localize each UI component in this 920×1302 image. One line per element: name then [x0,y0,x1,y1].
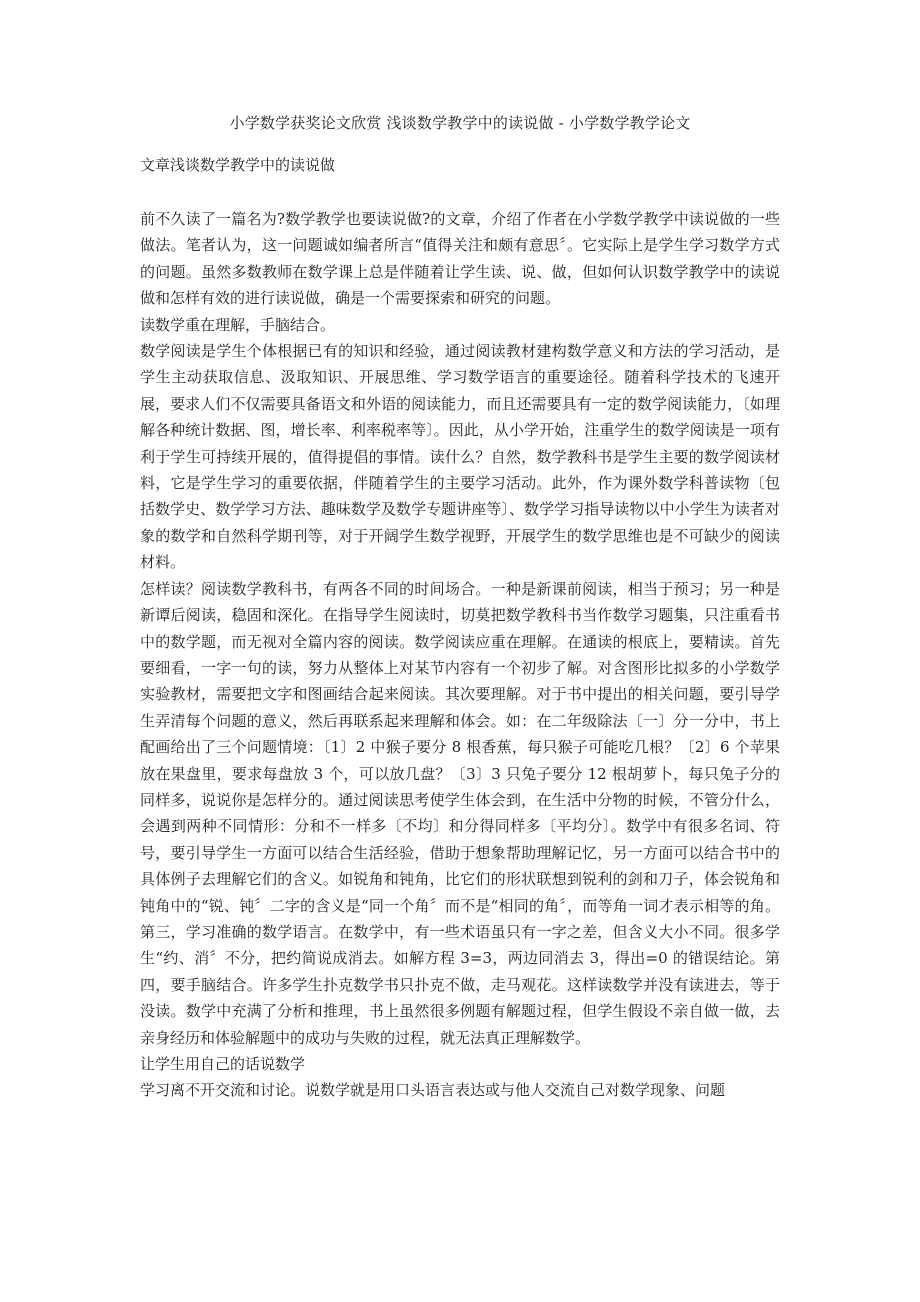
document-subtitle: 文章浅谈数学教学中的读说做 [140,156,336,174]
reading-paragraph-how: 怎样读？阅读数学教科书，有两各不同的时间场合。一种是新课前阅读，相当于预习；另一种是新谭后阅读，稳固和深化。在指导学生阅读时，切莫把数学教科书当作数学习题集，只注重看书中的数学题，而无视对全篇内容的阅读。数学阅读应重在理解。在通读的根底上，要精读。首先要细看，一字一句的读，努力从整体上对某节内容有一个初步了解。对含图形比拟多的小学数学实验教材，需要把文字和图画结合起来阅读。其次要理解。对于书中提出的相关问题，要引导学生弄清每个问题的意义，然后再联系起来理解和体会。如：在二年级除法〔一〕分一分中，书上配画给出了三个问题情境：〔1〕2 中猴子要分 8 根香蕉，每只猴子可能吃几根？〔2〕6 个苹果放在果盘里，要求每盘放 3 个，可以放几盘？〔3〕3 只兔子要分 12 根胡萝卜，每只兔子分的同样多，说说你是怎样分的。通过阅读思考使学生体会到，在生活中分物的时候，不管分什么，会遇到两种不同情形：分和不一样多〔不均〕和分得同样多〔平均分〕。数学中有很多名词、符号，要引导学生一方面可以结合生活经验，借助于想象帮助理解记忆，另一方面可以结合书中的具体例子去理解它们的含义。如锐角和钝角，比它们的形状联想到锐利的剑和刀子，体会锐角和钝角中的“锐、钝〞二字的含义是“同一个角〞而不是“相同的角〞，而等角一词才表示相等的角。第三，学习准确的数学语言。在数学中，有一些术语虽只有一字之差，但含义大小不同。很多学生“约、消〞不分，把约简说成消去。如解方程 3=3，两边同消去 3，得出=0 的错误结论。第四，要手脑结合。许多学生扑克数学书只扑克不做，走马观花。这样读数学并没有读进去，等于没读。数学中充满了分析和推理，书上虽然很多例题有解题过程，但学生假设不亲自做一做，去亲身经历和体验解题中的成功与失败的过程，就无法真正理解数学。 [140,579,780,1047]
section-heading-reading: 读数学重在理解，手脑结合。 [140,315,336,334]
section-heading-speaking: 让学生用自己的话说数学 [140,1055,306,1073]
document-page [140,112,780,1104]
document-title: 小学数学获奖论文欣赏 浅谈数学教学中的读说做 - 小学数学教学论文 [229,114,691,132]
document-body [140,206,780,1104]
reading-paragraph-what: 数学阅读是学生个体根据已有的知识和经验，通过阅读教材建构数学意义和方法的学习活动，是学生主动获取信息、汲取知识、开展思维、学习数学语言的重要途径。随着科学技术的飞速开展，要求人们不仅需要具备语文和外语的阅读能力，而且还需要具有一定的数学阅读能力，〔如理解各种统计数据、图，增长率、利率税率等〕。因此，从小学开始，注重学生的数学阅读是一项有利于学生可持续开展的，值得提倡的事情。读什么？自然，数学教科书是学生主要的数学阅读材料，它是学生学习的重要依据，伴随着学生的主要学习活动。此外，作为课外数学科普读物〔包括数学史、数学学习方法、趣味数学及数学专题讲座等〕、数学学习指导读物以中小学生为读者对象的数学和自然科学期刊等，对于开阔学生数学视野，开展学生的数学思维也是不可缺少的阅读材料。 [140,342,780,572]
intro-paragraph: 前不久读了一篇名为?数学教学也要读说做?的文章，介绍了作者在小学数学教学中读说做的一些做法。笔者认为，这一问题诚如编者所言“值得关注和颇有意思〞。它实际上是学生学习数学方式的问题。虽然多数教师在数学课上总是伴随着让学生读、说、做，但如何认识数学教学中的读说做和怎样有效的进行读说做，确是一个需要探索和研究的问题。 [140,210,780,308]
speaking-paragraph: 学习离不开交流和讨论。说数学就是用口头语言表达或与他人交流自己对数学现象、问题 [140,1081,726,1100]
